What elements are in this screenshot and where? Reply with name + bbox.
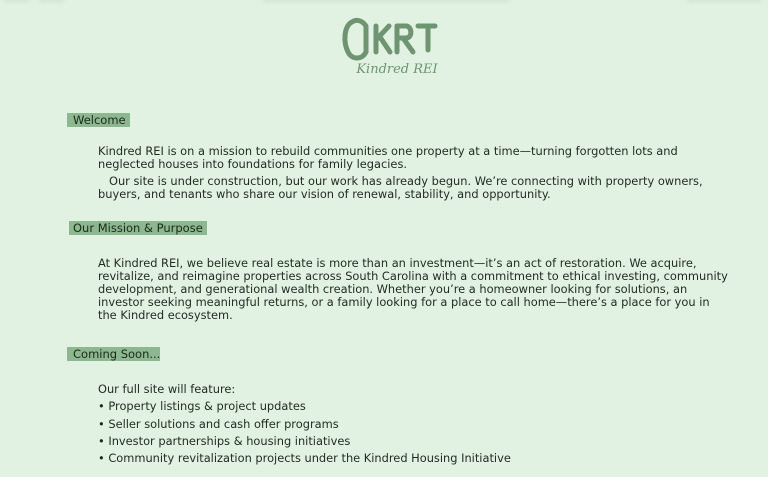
section-label-coming-soon: Coming Soon... — [67, 347, 160, 361]
top-edge-shadow — [38, 0, 64, 2]
section-label-welcome: Welcome — [67, 113, 130, 127]
list-item: • Seller solutions and cash offer programs — [98, 417, 339, 431]
top-edge-shadow — [686, 0, 762, 2]
list-item: • Investor partnerships & housing initiatives — [98, 434, 351, 448]
welcome-paragraph-2: Our site is under construction, but our work has already begun. We’re connecting with property owners, buyers, and tenants who share our vision of renewal, stability, and opportunity. — [98, 174, 703, 201]
key-logo-icon — [340, 16, 440, 64]
top-edge-shadow — [262, 0, 510, 2]
list-item: • Property listings & project updates — [98, 399, 306, 413]
mission-paragraph: At Kindred REI, we believe real estate is more than an investment—it’s an act of restoration. We acquire, revitalize, and reimagine properties across South Carolina with a commitment to ethical investing, community development, and generational wealth creation. Whether you’re a homeowner looking for solutions, an investor seeking meaningful returns, or a family looking for a place to call home—there’s a place for you in the Kindred ecosystem. — [98, 256, 728, 322]
top-edge-shadow — [4, 0, 30, 2]
brand-wordmark: Kindred REI — [356, 62, 438, 77]
section-label-mission: Our Mission & Purpose — [69, 221, 207, 235]
welcome-paragraph-1: Kindred REI is on a mission to rebuild communities one property at a time—turning forgotten lots and neglected houses into foundations for family legacies. — [98, 144, 678, 171]
coming-soon-intro: Our full site will feature: — [98, 382, 236, 396]
list-item: • Community revitalization projects under the Kindred Housing Initiative — [98, 451, 511, 465]
